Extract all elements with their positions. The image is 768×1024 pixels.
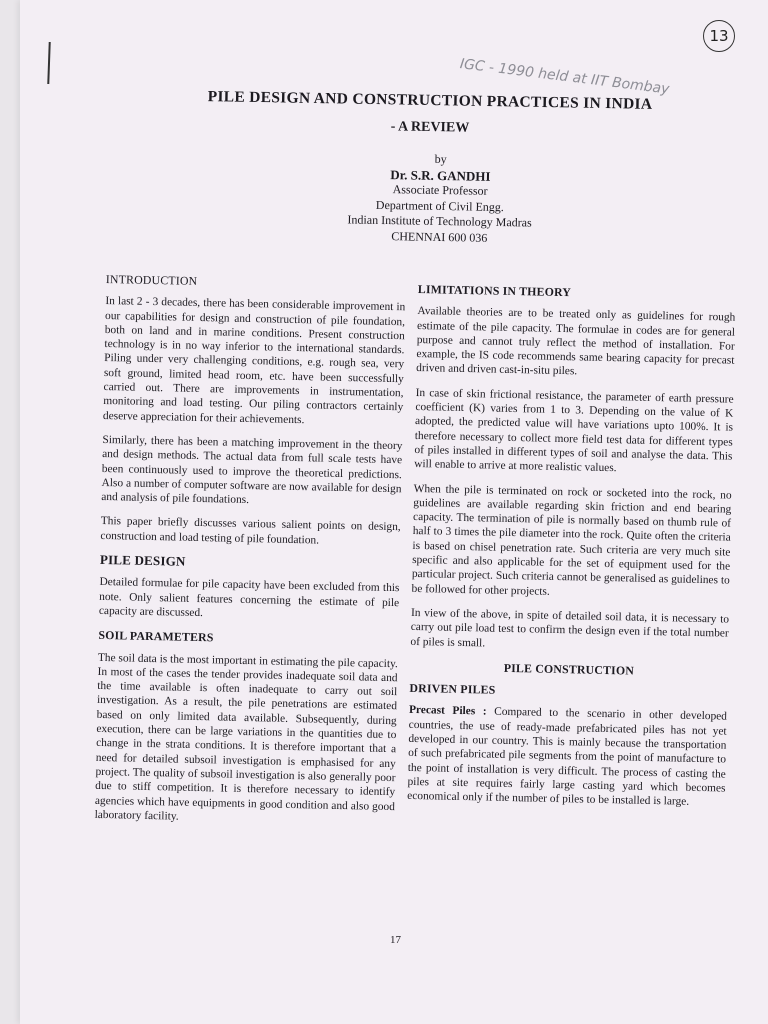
author-position: Associate Professor xyxy=(392,182,488,198)
handwritten-note: IGC - 1990 held at IIT Bombay xyxy=(459,56,671,98)
introduction-paragraph: In last 2 - 3 decades, there has been considerable improvement in our capabilities for design and construction of pile foundation, both on land and in marine conditions. Present construction technology is in no way inferior to the international standards. Piling under very challenging conditions, e.g. rough sea, very soft ground, limited head room, etc. have been successfully carried out. There are improvements in instrumentation, monitoring and load testing. Our piling contractors certainly deserve appreciation for their achievements. xyxy=(102,295,406,426)
handwritten-margin-mark xyxy=(47,42,50,84)
pile-design-paragraph: Detailed formulae for pile capacity have been excluded from this note. Only salient features concerning the estimate of pile capacity are discussed. xyxy=(98,576,400,620)
limitations-paragraph: When the pile is terminated on rock or socketed into the rock, no guidelines are available regarding skin friction and end bearing capacity. The termination of pile is normally based on thumb rule of half to 3 times the pile diameter into the rock. Quite often the criteria is based on chisel penetration rate. Such criteria are very much site specific and also applicable for the set of equipment used for the particular project. Such criteria cannot be generalised as guidelines to be followed for other projects. xyxy=(411,482,732,598)
limitations-paragraph: In case of skin frictional resistance, the parameter of earth pressure coefficient (K) varies from 1 to 3. Depending on the value of K adopted, the predicted value will have variations upto 100%. It is therefore necessary to collect more field test data for different types of piles installed in different types of soil and analyse the data. This will enable to arrive at more realistic values. xyxy=(414,386,734,475)
introduction-paragraph: This paper briefly discusses various salient points on design, construction and load testing of pile foundation. xyxy=(100,515,401,547)
by-label: by xyxy=(434,151,447,167)
precast-piles-text: Compared to the scenario in other developed countries, the use of ready-made prefabricated piles has not yet developed in our country. This is mainly because the transportation of such prefabricated pile segments from the point of manufacture to the point of installation is very difficult. The process of casting the piles at site requires fairly large casting yard which becomes economical only if the number of piles to be installed is large. xyxy=(407,706,728,808)
limitations-heading: LIMITATIONS IN THEORY xyxy=(417,282,572,300)
circled-page-number: 13 xyxy=(703,20,735,52)
precast-piles-paragraph xyxy=(407,703,727,810)
precast-piles-runin: Precast Piles : xyxy=(408,704,487,718)
author-name: Dr. S.R. GANDHI xyxy=(390,166,491,184)
pile-design-heading: PILE DESIGN xyxy=(99,551,186,569)
soil-parameters-heading: SOIL PARAMETERS xyxy=(98,628,214,645)
paper-subtitle: - A REVIEW xyxy=(390,119,470,136)
author-department: Department of Civil Engg. xyxy=(375,197,504,214)
author-block xyxy=(319,150,561,247)
limitations-paragraph: Available theories are to be treated only as guidelines for rough estimate of the pile capacity. The formulae in codes are for general purpose and cannot truly reflect the method of installation. For example, the IS code recommends same bearing capacity for precast driven and driven cast-in-situ piles. xyxy=(416,305,736,378)
introduction-heading: INTRODUCTION xyxy=(105,272,198,288)
soil-parameters-paragraph: The soil data is the most important in estimating the pile capacity. In most of the cases the tender provides inadequate soil data and the time available is often inadequate to carry out soil investigation. As a result, the pile penetrations are estimated based on only limited data available. Subsequently, during execution, there can be large variations in the quantities due to change in the strata conditions. It is therefore important that a need for detailed subsoil investigation is emphasised for any project. The quality of subsoil investigation is also generally poor due to stiff competition. It is therefore necessary to identify agencies which have equipments in good condition and also good laboratory facility. xyxy=(94,651,398,823)
page-number: 17 xyxy=(390,934,401,946)
introduction-paragraph: Similarly, there has been a matching improvement in the theory and design methods. The actual data from full scale tests have been continuously used to improve the theoretical predictions. Also a number of computer software are now available for design and analysis of pile foundations. xyxy=(101,433,403,507)
left-column xyxy=(94,272,406,838)
document-page xyxy=(20,0,768,1024)
driven-piles-subheading: DRIVEN PILES xyxy=(409,681,496,697)
pile-construction-heading: PILE CONSTRUCTION xyxy=(503,660,635,678)
paper-title: PILE DESIGN AND CONSTRUCTION PRACTICES IN INDIA xyxy=(207,88,653,113)
right-column xyxy=(407,282,736,820)
author-city: CHENNAI 600 036 xyxy=(391,228,488,245)
author-institute: Indian Institute of Technology Madras xyxy=(347,212,532,230)
limitations-paragraph: In view of the above, in spite of detailed soil data, it is necessary to carry out pile load test to confirm the design even if the total number of piles is small. xyxy=(410,606,730,650)
